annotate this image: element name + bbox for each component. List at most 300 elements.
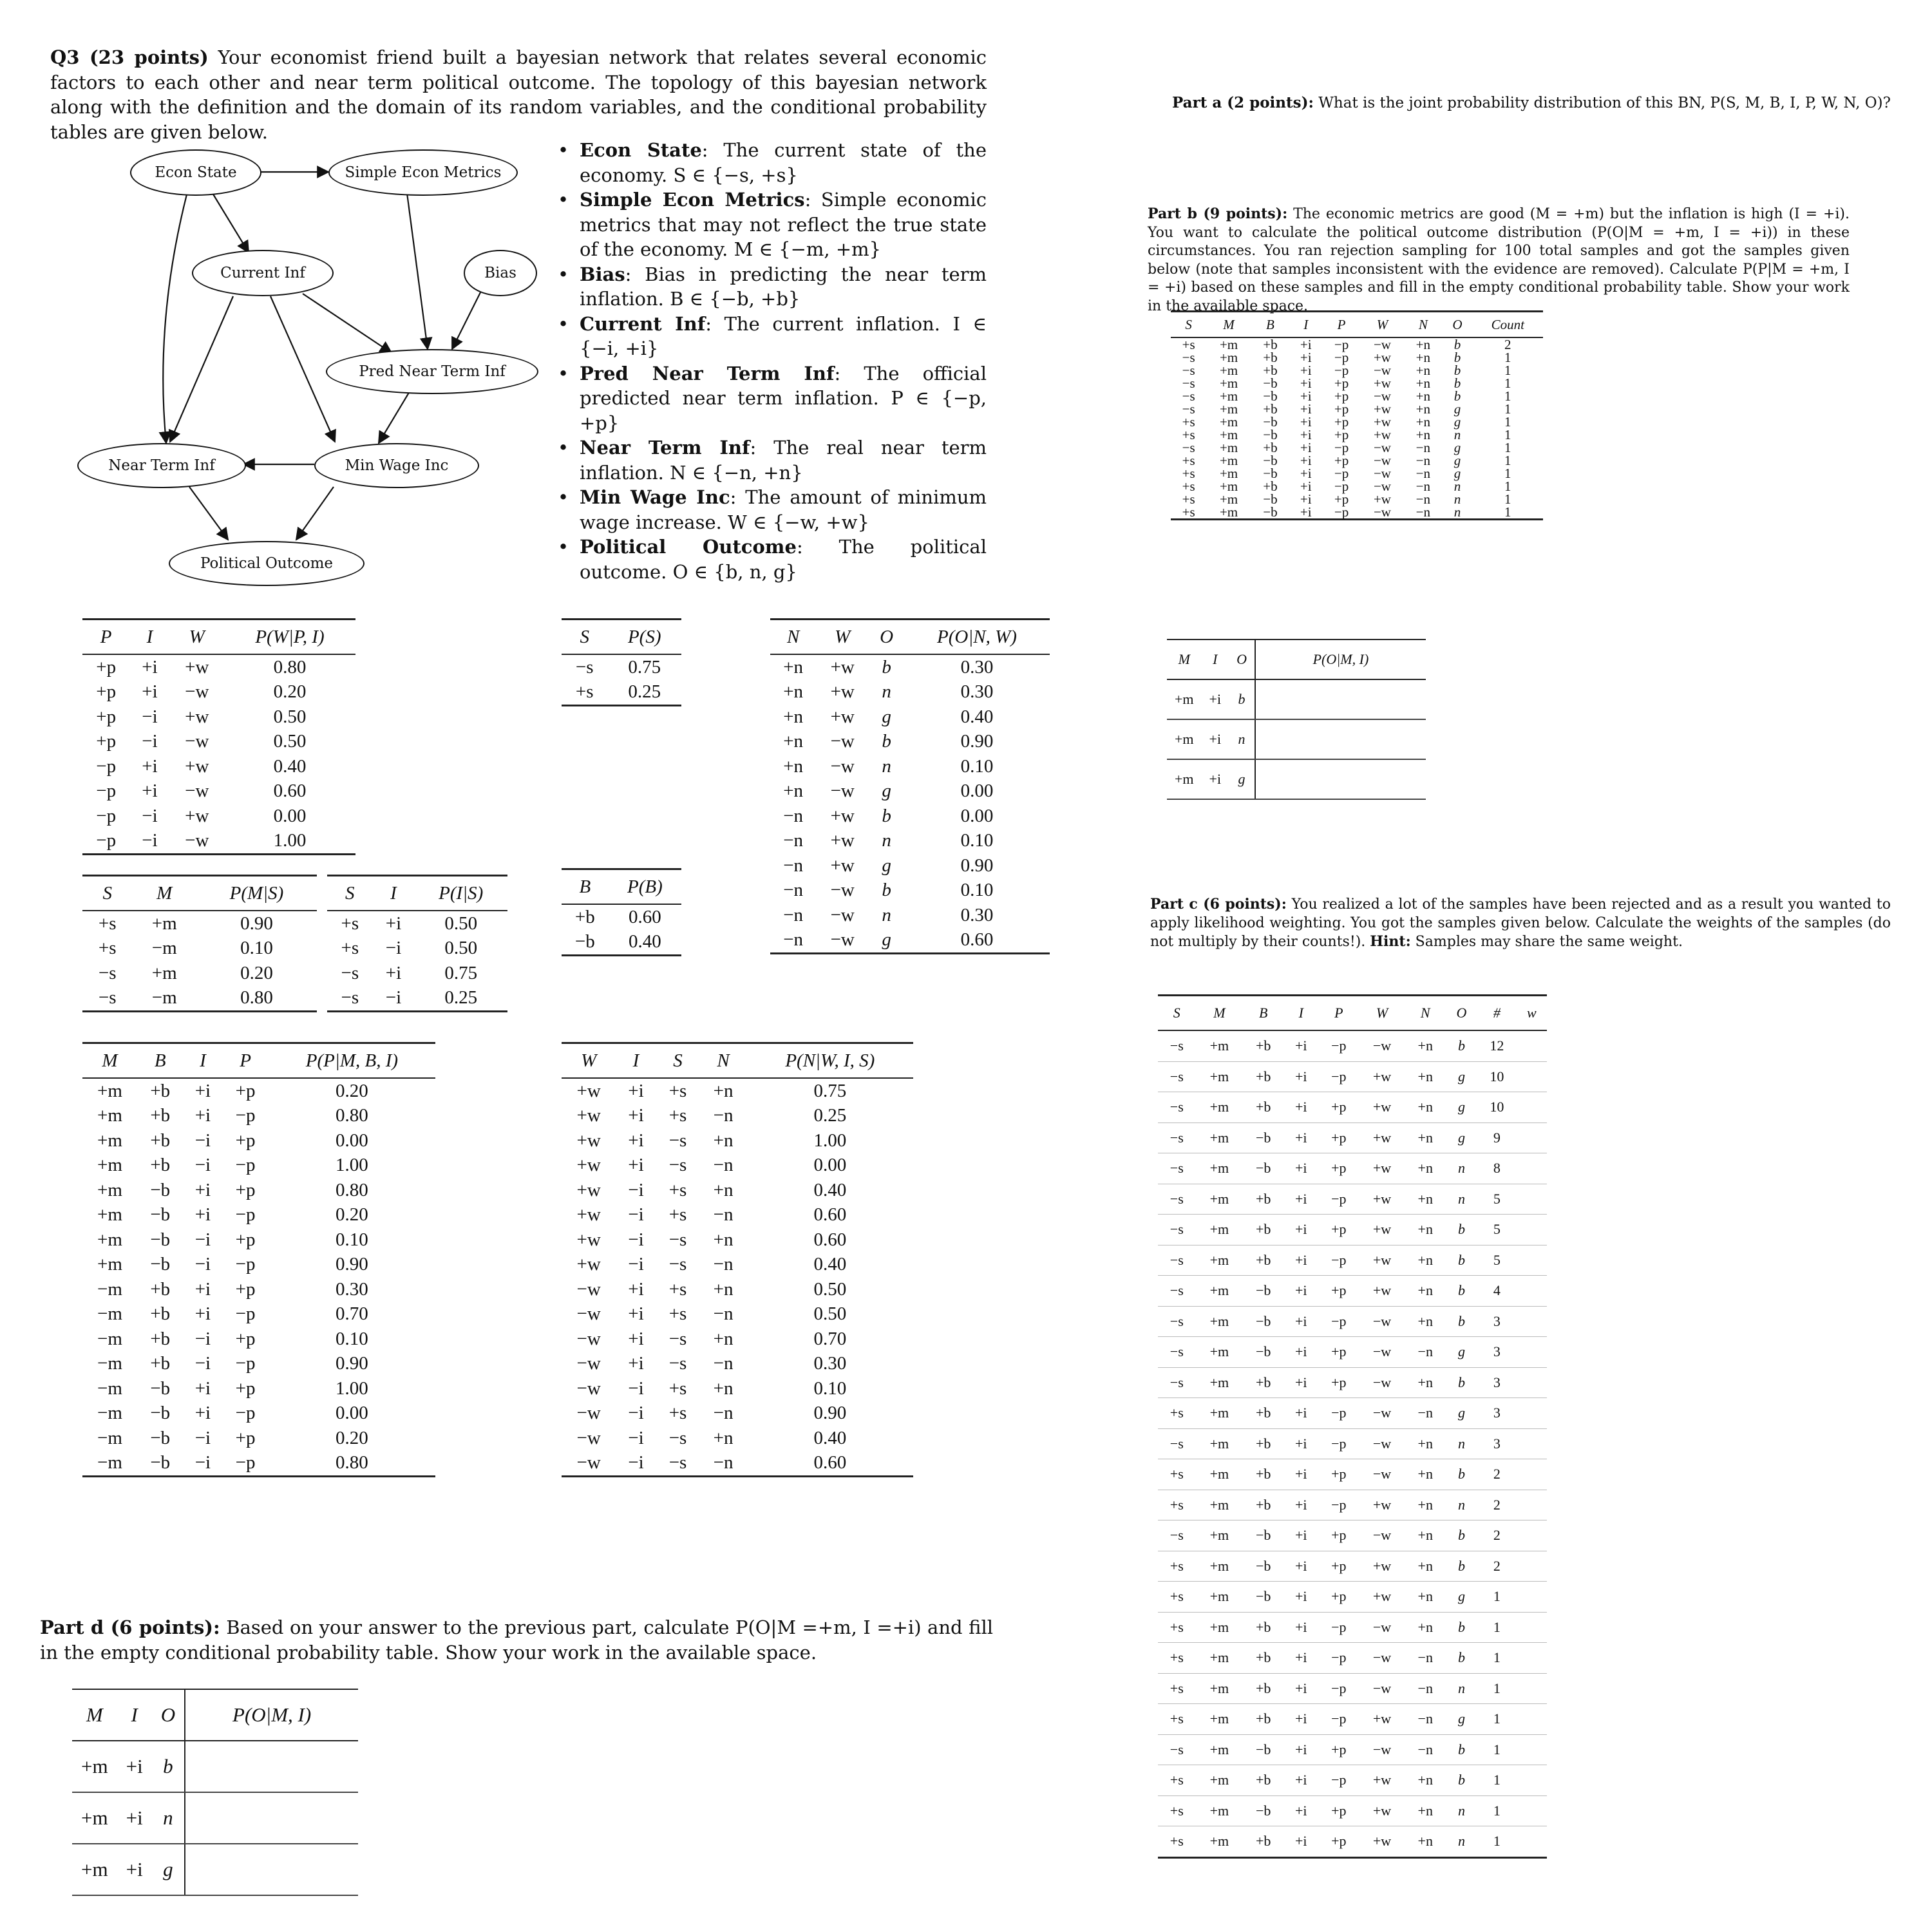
table-cell: 0.50 bbox=[813, 1303, 847, 1325]
table-cell: +n bbox=[1405, 1276, 1446, 1307]
table-cell: 0.00 bbox=[336, 1130, 368, 1151]
table-cell: b bbox=[1446, 1245, 1478, 1276]
table-cell: 1 bbox=[1504, 350, 1511, 365]
table-cell: +p bbox=[1318, 1153, 1359, 1184]
table-cell: −s bbox=[98, 962, 117, 983]
answer-cell[interactable] bbox=[1517, 1765, 1547, 1796]
table-cell: 2 bbox=[1477, 1551, 1516, 1582]
column-header: P(P|M, B, I) bbox=[269, 1043, 435, 1079]
table-cell: +i bbox=[1283, 1459, 1318, 1490]
table-cell: 0.90 bbox=[960, 731, 994, 752]
table-cell: +i bbox=[117, 1741, 152, 1792]
table-cell: +i bbox=[142, 755, 158, 777]
table-row bbox=[1158, 1276, 1547, 1307]
table-row bbox=[82, 911, 317, 936]
table-cell: 0.70 bbox=[336, 1303, 368, 1325]
table-cell: −p bbox=[96, 755, 117, 777]
column-header: P bbox=[1318, 996, 1359, 1031]
table-cell: +p bbox=[1318, 1551, 1359, 1582]
table-row bbox=[1158, 1030, 1547, 1061]
column-header: W bbox=[562, 1043, 616, 1079]
table-cell: 1 bbox=[1504, 453, 1511, 468]
answer-cell[interactable] bbox=[1517, 1245, 1547, 1276]
table-cell: −i bbox=[628, 1204, 644, 1226]
table-cell: −p bbox=[235, 1353, 256, 1374]
table-cell: −s bbox=[575, 656, 594, 677]
node-simple-econ-metrics: Simple Econ Metrics bbox=[328, 149, 518, 196]
table-row bbox=[562, 1401, 913, 1426]
table-cell: −p bbox=[1318, 1061, 1359, 1092]
table-cell: +i bbox=[1202, 719, 1229, 759]
table-row bbox=[82, 1376, 435, 1401]
table-cell: −p bbox=[1318, 1306, 1359, 1337]
cpt-p-table bbox=[82, 1042, 435, 1477]
answer-cell[interactable] bbox=[1517, 1734, 1547, 1765]
edge-minwage-political bbox=[296, 487, 334, 540]
table-row bbox=[1171, 377, 1543, 390]
part-a-text: Part a (2 points): What is the joint probability distribution of this BN, P(S, M, B, I, P, W, N, O)? bbox=[1172, 94, 1891, 111]
column-header: M bbox=[72, 1689, 117, 1741]
table-cell: 0.25 bbox=[607, 680, 681, 706]
table-cell: g bbox=[882, 855, 891, 876]
answer-cell[interactable] bbox=[1517, 1490, 1547, 1520]
table-cell: 0.75 bbox=[813, 1080, 847, 1101]
table-header-row bbox=[770, 620, 1050, 655]
table-cell: g bbox=[1454, 440, 1461, 455]
answer-cell[interactable] bbox=[1517, 1612, 1547, 1643]
column-header: M bbox=[132, 876, 196, 911]
table-cell: 0.10 bbox=[960, 880, 994, 901]
table-cell: +i bbox=[1283, 1520, 1318, 1551]
table-row bbox=[1158, 1215, 1547, 1245]
table-cell: +i bbox=[1283, 1337, 1318, 1368]
table-cell: +s bbox=[1158, 1490, 1196, 1520]
table-cell: 0.20 bbox=[273, 681, 307, 703]
answer-cell[interactable] bbox=[1517, 1153, 1547, 1184]
table-cell: +w bbox=[830, 656, 855, 677]
answer-cell[interactable] bbox=[1517, 1643, 1547, 1674]
table-cell: +n bbox=[1405, 1428, 1446, 1459]
table-cell: +s bbox=[668, 1378, 687, 1399]
table-header-row bbox=[82, 876, 317, 911]
table-cell: +i bbox=[1283, 1153, 1318, 1184]
table-cell: +i bbox=[385, 913, 402, 934]
table-cell: +m bbox=[1219, 478, 1238, 494]
answer-cell[interactable] bbox=[1517, 1306, 1547, 1337]
answer-cell[interactable] bbox=[1255, 679, 1426, 719]
table-cell: −p bbox=[1334, 466, 1349, 481]
answer-cell[interactable] bbox=[185, 1844, 358, 1895]
table-cell: +n bbox=[783, 755, 804, 777]
answer-cell[interactable] bbox=[1517, 1215, 1547, 1245]
table-cell: +i bbox=[1300, 350, 1312, 365]
table-cell: +m bbox=[1219, 414, 1238, 430]
table-cell: +n bbox=[783, 706, 804, 727]
table-cell: +m bbox=[1219, 337, 1238, 352]
table-cell: −b bbox=[1243, 1306, 1283, 1337]
table-cell: +p bbox=[1334, 453, 1349, 468]
column-header: P bbox=[1322, 312, 1360, 338]
answer-cell[interactable] bbox=[1517, 1061, 1547, 1092]
table-cell: −p bbox=[1318, 1612, 1359, 1643]
table-cell: 1 bbox=[1477, 1734, 1516, 1765]
table-cell: −i bbox=[142, 706, 158, 727]
table-cell: 0.50 bbox=[273, 731, 307, 752]
table-cell: +b bbox=[1263, 440, 1278, 455]
table-cell: 0.50 bbox=[273, 706, 307, 727]
table-cell: +p bbox=[1318, 1734, 1359, 1765]
table-cell: +b bbox=[1243, 1459, 1283, 1490]
column-header: I bbox=[1202, 639, 1229, 679]
table-cell: +s bbox=[1182, 466, 1195, 481]
table-cell: +b bbox=[150, 1080, 171, 1101]
table-cell: 0.90 bbox=[336, 1254, 368, 1275]
table-cell: 9 bbox=[1477, 1122, 1516, 1153]
table-cell: 1 bbox=[1477, 1612, 1516, 1643]
answer-cell[interactable] bbox=[1517, 1367, 1547, 1398]
table-cell: n bbox=[1446, 1184, 1478, 1215]
table-cell: −b bbox=[1263, 466, 1278, 481]
table-cell: +n bbox=[1405, 1215, 1446, 1245]
table-cell: −n bbox=[713, 1155, 734, 1176]
table-row bbox=[1158, 1245, 1547, 1276]
table-row bbox=[82, 1302, 435, 1327]
table-cell: g bbox=[869, 928, 904, 954]
table-row bbox=[1171, 454, 1543, 467]
table-cell: +n bbox=[1416, 401, 1431, 417]
table-cell: 1 bbox=[1504, 491, 1511, 507]
table-cell: +i bbox=[1283, 1276, 1318, 1307]
part-d-text: Part d (6 points): Based on your answer to the previous part, calculate P(O|M =+m, I =+i) and fill in the empty conditional probability table. Show your work in the available space. bbox=[40, 1616, 994, 1663]
table-cell: +w bbox=[1359, 1215, 1405, 1245]
column-header: I bbox=[117, 1689, 152, 1741]
table-cell: −w bbox=[1359, 1520, 1405, 1551]
question-label: Q3 (23 points) bbox=[50, 46, 209, 68]
table-cell: −s bbox=[1182, 401, 1195, 417]
table-cell: b bbox=[1446, 1030, 1478, 1061]
table-cell: −p bbox=[1318, 1184, 1359, 1215]
table-cell: b bbox=[882, 731, 891, 752]
table-cell: −b bbox=[1243, 1551, 1283, 1582]
definition-item: • Econ State: The current state of the economy. S ∈ {−s, +s} bbox=[555, 138, 987, 187]
table-cell: −n bbox=[1405, 1704, 1446, 1735]
table-cell: −s bbox=[1158, 1061, 1196, 1092]
table-cell: +m bbox=[1219, 427, 1238, 442]
table-cell: 12 bbox=[1477, 1030, 1516, 1061]
table-cell: +w bbox=[1373, 375, 1391, 391]
column-header: B bbox=[1251, 312, 1289, 338]
table-cell: −s bbox=[1158, 1184, 1196, 1215]
table-row bbox=[1171, 337, 1543, 351]
column-header: P bbox=[82, 620, 129, 655]
table-row bbox=[82, 654, 355, 680]
table-cell: +i bbox=[1202, 759, 1229, 799]
table-cell: +i bbox=[1300, 478, 1312, 494]
table-cell: 0.90 bbox=[336, 1353, 368, 1374]
table-cell: +i bbox=[1283, 1582, 1318, 1613]
table-cell: −s bbox=[1158, 1306, 1196, 1337]
table-cell: +i bbox=[194, 1278, 211, 1300]
table-cell: −b bbox=[1243, 1122, 1283, 1153]
table-cell: +m bbox=[1219, 363, 1238, 378]
table-cell: +m bbox=[151, 913, 177, 934]
edge-pred-minwage bbox=[379, 392, 410, 443]
answer-cell[interactable] bbox=[1517, 1520, 1547, 1551]
answer-cell[interactable] bbox=[1517, 1398, 1547, 1429]
table-row bbox=[1158, 1184, 1547, 1215]
edge-currentinf-pred bbox=[303, 294, 392, 353]
answer-cell[interactable] bbox=[1517, 1459, 1547, 1490]
table-cell: +w bbox=[1359, 1276, 1405, 1307]
table-cell: −i bbox=[142, 805, 158, 826]
table-cell: +i bbox=[1300, 491, 1312, 507]
table-cell: +s bbox=[668, 1105, 687, 1126]
table-row bbox=[82, 705, 355, 730]
table-cell: −s bbox=[341, 962, 359, 983]
table-row bbox=[770, 878, 1050, 904]
table-cell: +i bbox=[1300, 414, 1312, 430]
table-cell: +m bbox=[1219, 401, 1238, 417]
table-cell: +p bbox=[235, 1080, 256, 1101]
table-cell: −w bbox=[1359, 1612, 1405, 1643]
answer-cell[interactable] bbox=[185, 1741, 358, 1792]
answer-cell[interactable] bbox=[1517, 1276, 1547, 1307]
table-cell: −w bbox=[816, 928, 869, 954]
column-header: O bbox=[1443, 312, 1473, 338]
table-row bbox=[82, 1203, 435, 1228]
table-cell: b bbox=[1446, 1215, 1478, 1245]
table-cell: +b bbox=[1243, 1398, 1283, 1429]
table-cell: +m bbox=[1196, 1061, 1244, 1092]
table-cell: +i bbox=[1283, 1245, 1318, 1276]
table-cell: −i bbox=[373, 986, 415, 1012]
cpt-i-table bbox=[327, 875, 507, 1012]
column-header: W bbox=[1359, 996, 1405, 1031]
table-cell: 0.80 bbox=[269, 1451, 435, 1477]
table-cell: −n bbox=[783, 880, 804, 901]
table-cell: −b bbox=[1263, 427, 1278, 442]
table-cell: +w bbox=[1359, 1490, 1405, 1520]
definition-item: • Pred Near Term Inf: The official predicted near term inflation. P ∈ {−p, +p} bbox=[555, 361, 987, 436]
table-cell: −i bbox=[628, 1254, 644, 1275]
table-cell: −m bbox=[151, 938, 177, 959]
answer-cell[interactable] bbox=[1517, 1826, 1547, 1858]
table-cell: +p bbox=[1334, 401, 1349, 417]
table-cell: +m bbox=[97, 1254, 122, 1275]
table-cell: +i bbox=[1300, 363, 1312, 378]
table-cell: −b bbox=[1263, 491, 1278, 507]
table-cell: −s bbox=[1158, 1276, 1196, 1307]
answer-cell[interactable] bbox=[1517, 1551, 1547, 1582]
table-cell: +i bbox=[194, 1403, 211, 1424]
table-cell: 0.40 bbox=[813, 1254, 847, 1275]
table-cell: −w bbox=[1359, 1398, 1405, 1429]
table-cell: −n bbox=[1404, 506, 1442, 520]
column-header: O bbox=[1229, 639, 1255, 679]
table-cell: +s bbox=[668, 1278, 687, 1300]
table-cell: +i bbox=[1283, 1795, 1318, 1826]
column-header: N bbox=[770, 620, 816, 655]
table-cell: −w bbox=[1373, 478, 1391, 494]
table-cell: −i bbox=[129, 829, 169, 855]
table-cell: −n bbox=[783, 855, 804, 876]
answer-cell[interactable] bbox=[1517, 1704, 1547, 1735]
table-cell: 0.00 bbox=[813, 1155, 847, 1176]
table-row bbox=[562, 1327, 913, 1352]
table-cell: +p bbox=[1334, 414, 1349, 430]
table-cell: +w bbox=[1359, 1092, 1405, 1123]
table-cell: 0.70 bbox=[813, 1328, 847, 1349]
answer-cell[interactable] bbox=[1255, 759, 1426, 799]
column-header: P(M|S) bbox=[196, 876, 317, 911]
table-cell: +m bbox=[72, 1792, 117, 1844]
table-cell: n bbox=[882, 755, 891, 777]
table-cell: −i bbox=[194, 1353, 211, 1374]
table-cell: n bbox=[882, 904, 891, 925]
table-cell: −s bbox=[1158, 1092, 1196, 1123]
table-cell: −n bbox=[1405, 1643, 1446, 1674]
table-row bbox=[1158, 1795, 1547, 1826]
column-header: S bbox=[327, 876, 373, 911]
table-cell: −b bbox=[1263, 375, 1278, 391]
table-cell: 0.10 bbox=[336, 1229, 368, 1250]
table-cell: +n bbox=[1405, 1092, 1446, 1123]
table-row bbox=[82, 936, 317, 961]
table-row bbox=[72, 1844, 358, 1895]
table-cell: +p bbox=[235, 1328, 256, 1349]
table-cell: 0.75 bbox=[444, 962, 478, 983]
table-cell: +m bbox=[97, 1155, 122, 1176]
table-cell: −p bbox=[1334, 350, 1349, 365]
cpt-s-table bbox=[562, 618, 681, 706]
table-cell: 1.00 bbox=[813, 1130, 847, 1151]
table-cell: −b bbox=[1243, 1520, 1283, 1551]
table-cell: b bbox=[1454, 375, 1461, 391]
answer-cell[interactable] bbox=[1517, 1428, 1547, 1459]
table-cell: g bbox=[1446, 1398, 1478, 1429]
table-cell: −b bbox=[1251, 506, 1289, 520]
node-pred-near-term-inf: Pred Near Term Inf bbox=[326, 349, 538, 394]
table-cell: 0.60 bbox=[628, 906, 661, 927]
table-cell: +i bbox=[117, 1792, 152, 1844]
table-cell: +s bbox=[341, 913, 359, 934]
table-cell: g bbox=[882, 706, 891, 727]
table-cell: +b bbox=[1243, 1765, 1283, 1796]
table-cell: b bbox=[1446, 1643, 1478, 1674]
answer-cell[interactable] bbox=[1517, 1092, 1547, 1123]
table-cell: +m bbox=[1196, 1215, 1244, 1245]
table-row bbox=[327, 961, 507, 986]
table-cell: −n bbox=[1416, 466, 1431, 481]
table-cell: −w bbox=[1373, 363, 1391, 378]
table-cell: +w bbox=[1359, 1551, 1405, 1582]
table-cell: 0.10 bbox=[960, 755, 994, 777]
table-cell: +i bbox=[1283, 1826, 1318, 1858]
table-cell: 0.20 bbox=[336, 1080, 368, 1101]
table-cell: +i bbox=[1283, 1061, 1318, 1092]
table-cell: −p bbox=[1318, 1398, 1359, 1429]
table-cell: −s bbox=[1182, 350, 1195, 365]
table-cell: +n bbox=[1405, 1459, 1446, 1490]
table-cell: +s bbox=[1158, 1582, 1196, 1613]
column-header: N bbox=[699, 1043, 746, 1079]
answer-cell[interactable] bbox=[1517, 1673, 1547, 1704]
table-cell: +m bbox=[72, 1844, 117, 1895]
answer-cell[interactable] bbox=[1517, 1184, 1547, 1215]
table-cell: +p bbox=[1318, 1826, 1359, 1858]
table-cell: +b bbox=[1243, 1061, 1283, 1092]
table-cell: g bbox=[1454, 466, 1461, 481]
table-cell: −s bbox=[1158, 1215, 1196, 1245]
table-cell: +p bbox=[1334, 427, 1349, 442]
table-cell: 1 bbox=[1504, 363, 1511, 378]
definition-item: • Political Outcome: The political outcome. O ∈ {b, n, g} bbox=[555, 535, 987, 584]
table-cell: +m bbox=[1196, 1092, 1244, 1123]
table-cell: 1 bbox=[1504, 388, 1511, 404]
table-cell: b bbox=[1446, 1612, 1478, 1643]
table-cell: −i bbox=[194, 1328, 211, 1349]
answer-cell[interactable] bbox=[1517, 1795, 1547, 1826]
answer-cell[interactable] bbox=[1517, 1337, 1547, 1368]
table-cell: 1 bbox=[1504, 466, 1511, 481]
table-cell: 2 bbox=[1477, 1520, 1516, 1551]
table-cell: +w bbox=[1359, 1704, 1405, 1735]
table-cell: +b bbox=[574, 906, 595, 927]
table-row bbox=[82, 1104, 435, 1129]
node-current-inf: Current Inf bbox=[192, 250, 334, 296]
cpt-o-table bbox=[770, 618, 1050, 954]
table-cell: +p bbox=[1334, 491, 1349, 507]
table-cell: −b bbox=[1263, 414, 1278, 430]
table-cell: +b bbox=[150, 1328, 171, 1349]
answer-cell[interactable] bbox=[1517, 1582, 1547, 1613]
answer-cell[interactable] bbox=[1517, 1030, 1547, 1061]
table-cell: −p bbox=[1318, 1704, 1359, 1735]
table-cell: +b bbox=[1243, 1673, 1283, 1704]
table-cell: −b bbox=[1243, 1337, 1283, 1368]
table-row bbox=[562, 1253, 913, 1278]
answer-cell[interactable] bbox=[185, 1792, 358, 1844]
table-cell: −b bbox=[1243, 1734, 1283, 1765]
table-row bbox=[1158, 1490, 1547, 1520]
table-cell: −w bbox=[185, 781, 209, 802]
table-cell: b bbox=[1229, 679, 1255, 719]
table-cell: −w bbox=[1373, 466, 1391, 481]
answer-cell[interactable] bbox=[1255, 719, 1426, 759]
table-cell: −n bbox=[1416, 491, 1431, 507]
table-row bbox=[1171, 415, 1543, 428]
table-cell: −w bbox=[185, 681, 209, 703]
column-header: P(I|S) bbox=[414, 876, 507, 911]
table-cell: 3 bbox=[1477, 1428, 1516, 1459]
table-cell: +i bbox=[142, 781, 158, 802]
table-cell: n bbox=[1229, 719, 1255, 759]
table-cell: 0.10 bbox=[813, 1378, 847, 1399]
column-header: O bbox=[1446, 996, 1478, 1031]
table-row bbox=[1158, 1734, 1547, 1765]
table-cell: 1 bbox=[1504, 375, 1511, 391]
table-cell: −p bbox=[1334, 337, 1349, 352]
edge-nearinf-political bbox=[189, 487, 228, 540]
answer-cell[interactable] bbox=[1517, 1122, 1547, 1153]
table-cell: g bbox=[1454, 401, 1461, 417]
table-cell: −m bbox=[97, 1328, 122, 1349]
table-cell: +w bbox=[1359, 1795, 1405, 1826]
table-cell: +m bbox=[1196, 1490, 1244, 1520]
table-cell: 0.30 bbox=[960, 656, 994, 677]
table-cell: −m bbox=[97, 1278, 122, 1300]
table-cell: +m bbox=[1196, 1582, 1244, 1613]
